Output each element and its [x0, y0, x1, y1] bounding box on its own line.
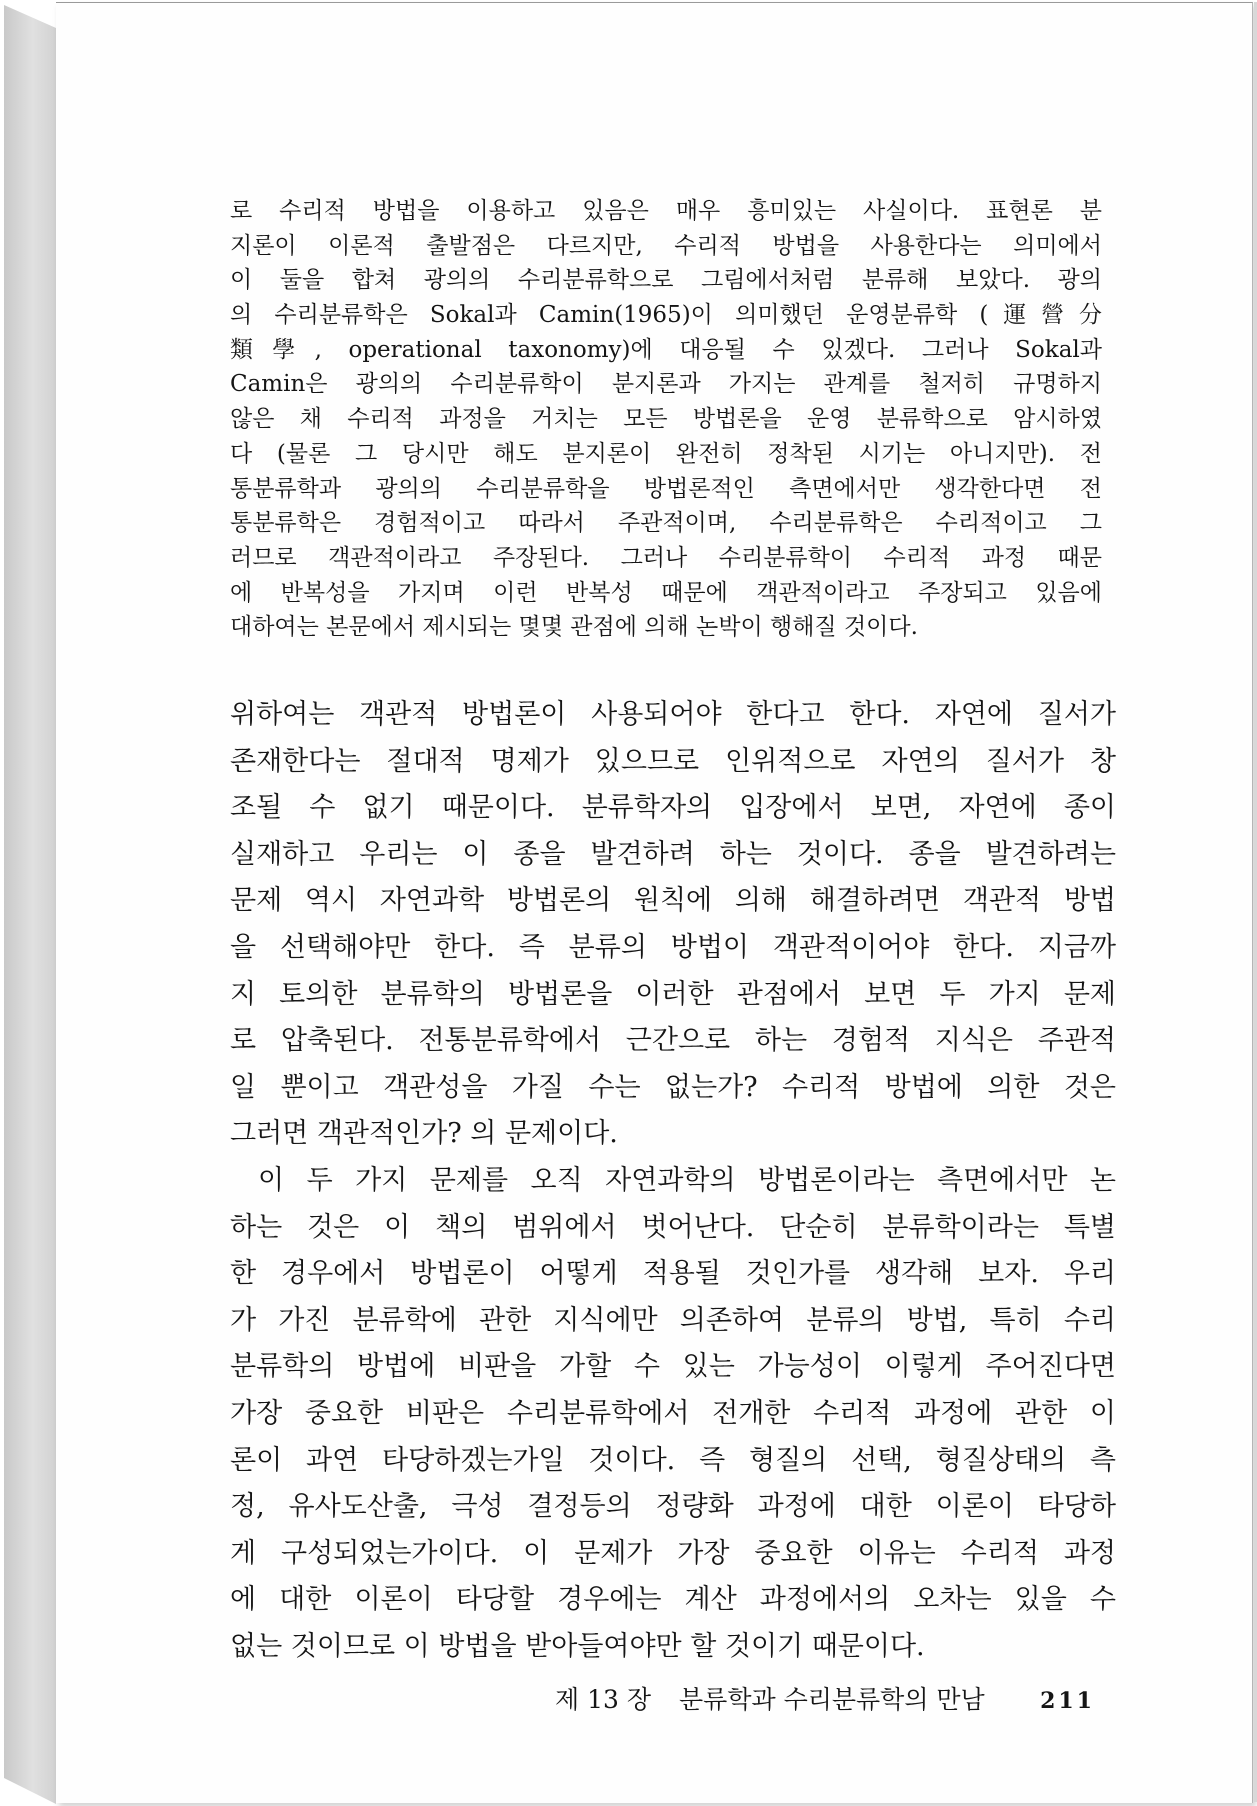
body-line: 위하여는 객관적 방법론이 사용되어야 한다고 한다. 자연에 질서가 — [230, 699, 1116, 730]
body-line: 없는 것이므로 이 방법을 받아들여야만 할 것이기 때문이다. — [230, 1630, 925, 1662]
quote-line: 않은 채 수리적 과정을 거치는 모든 방법론을 운영 분류학으로 암시하였 — [230, 406, 1102, 433]
body-line: 이 두 가지 문제를 오직 자연과학의 방법론이라는 측면에서만 논 — [258, 1164, 1116, 1196]
body-line: 지 토의한 분류학의 방법론을 이러한 관점에서 보면 두 가지 문제 — [230, 978, 1116, 1010]
quote-line: Camin은 광의의 수리분류학이 분지론과 가지는 관계를 철저히 규명하지 — [230, 371, 1102, 398]
quote-line: 에 반복성을 가지며 이런 반복성 때문에 객관적이라고 주장되고 있음에 — [230, 579, 1102, 606]
body-line: 조될 수 없기 때문이다. 분류학자의 입장에서 보면, 자연에 종이 — [230, 792, 1116, 824]
running-footer — [555, 1680, 1095, 1716]
quote-line: 대하여는 본문에서 제시되는 몇몇 관점에 의해 논박이 행해질 것이다. — [230, 614, 918, 641]
quote-line: 類學, operational taxonomy)에 대응될 수 있겠다. 그러나 Sokal과 — [230, 336, 1102, 363]
body-line: 가장 중요한 비판은 수리분류학에서 전개한 수리적 과정에 관한 이 — [230, 1397, 1116, 1429]
page-number: 211 — [1040, 1688, 1095, 1714]
body-line: 일 뿐이고 객관성을 가질 수는 없는가? 수리적 방법에 의한 것은 — [230, 1071, 1116, 1103]
chapter-title: 분류학과 수리분류학의 만남 — [679, 1685, 985, 1714]
body-line: 하는 것은 이 책의 범위에서 벗어난다. 단순히 분류학이라는 특별 — [230, 1211, 1116, 1243]
quote-line: 이 둘을 합쳐 광의의 수리분류학으로 그림에서처럼 분류해 보았다. 광의 — [230, 267, 1102, 294]
quote-block — [230, 194, 1102, 645]
book-spine — [4, 2, 56, 1804]
body-line: 론이 과연 타당하겠는가일 것이다. 즉 형질의 선택, 형질상태의 측 — [230, 1444, 1116, 1476]
body-text — [230, 692, 1116, 1670]
body-line: 존재한다는 절대적 명제가 있으므로 인위적으로 자연의 질서가 창 — [230, 745, 1116, 777]
body-line: 실재하고 우리는 이 종을 발견하려 하는 것이다. 종을 발견하려는 — [230, 838, 1116, 870]
quote-line: 로 수리적 방법을 이용하고 있음은 매우 흥미있는 사실이다. 표현론 분 — [230, 198, 1102, 224]
quote-line: 통분류학은 경험적이고 따라서 주관적이며, 수리분류학은 수리적이고 그 — [230, 510, 1102, 537]
body-line: 을 선택해야만 한다. 즉 분류의 방법이 객관적이어야 한다. 지금까 — [230, 931, 1116, 963]
chapter-label: 제 13 장 — [555, 1685, 652, 1714]
quote-line: 러므로 객관적이라고 주장된다. 그러나 수리분류학이 수리적 과정 때문 — [230, 544, 1102, 571]
body-line: 가 가진 분류학에 관한 지식에만 의존하여 분류의 방법, 특히 수리 — [230, 1304, 1116, 1336]
quote-line: 다 (물론 그 당시만 해도 분지론이 완전히 정착된 시기는 아니지만). 전 — [230, 440, 1102, 467]
body-line: 한 경우에서 방법론이 어떻게 적용될 것인가를 생각해 보자. 우리 — [230, 1258, 1116, 1290]
quote-line: 지론이 이론적 출발점은 다르지만, 수리적 방법을 사용한다는 의미에서 — [230, 232, 1102, 259]
body-line: 그러면 객관적인가? 의 문제이다. — [230, 1118, 618, 1150]
body-line: 에 대한 이론이 타당할 경우에는 계산 과정에서의 오차는 있을 수 — [230, 1584, 1116, 1616]
body-line: 로 압축된다. 전통분류학에서 근간으로 하는 경험적 지식은 주관적 — [230, 1025, 1116, 1057]
body-line: 분류학의 방법에 비판을 가할 수 있는 가능성이 이렇게 주어진다면 — [230, 1351, 1116, 1383]
body-line: 정, 유사도산출, 극성 결정등의 정량화 과정에 대한 이론이 타당하 — [230, 1491, 1116, 1523]
quote-line: 통분류학과 광의의 수리분류학을 방법론적인 측면에서만 생각한다면 전 — [230, 475, 1102, 502]
body-line: 게 구성되었는가이다. 이 문제가 가장 중요한 이유는 수리적 과정 — [230, 1537, 1116, 1569]
quote-line: 의 수리분류학은 Sokal과 Camin(1965)이 의미했던 운영분류학 (運營分 — [230, 302, 1102, 329]
body-line: 문제 역시 자연과학 방법론의 원칙에 의해 해결하려면 객관적 방법 — [230, 885, 1116, 917]
